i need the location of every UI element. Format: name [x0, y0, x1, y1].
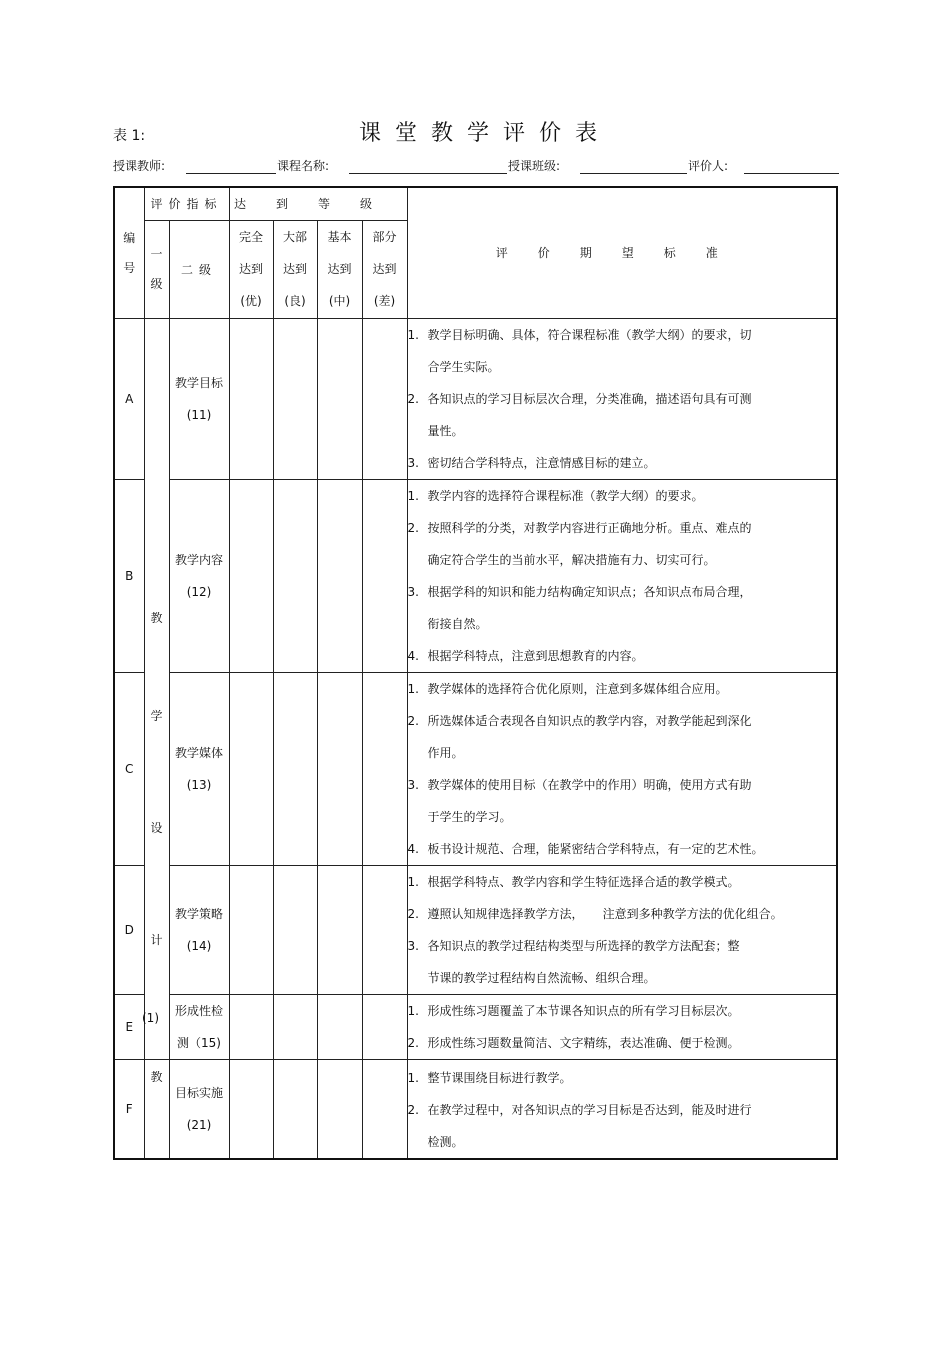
table-row: [114, 994, 837, 1059]
criteria-cell: [407, 865, 837, 994]
grade-good-line1: 大部: [283, 230, 308, 244]
grade-good-header: [273, 220, 317, 318]
grade-excellent-line2: 达到: [239, 262, 264, 276]
grade-cell[interactable]: [362, 479, 407, 672]
grade-good-line3: (良): [284, 294, 306, 308]
grade-cell[interactable]: [362, 1059, 407, 1159]
criteria-number: 1.: [407, 488, 419, 503]
level1-char: 教: [150, 1069, 163, 1084]
grade-cell[interactable]: [362, 994, 407, 1059]
criteria-item: [408, 640, 837, 672]
level2-header: 二级: [169, 220, 229, 318]
grade-cell[interactable]: [317, 994, 362, 1059]
grade-cell[interactable]: [229, 318, 273, 479]
criteria-item-continued: [408, 544, 837, 576]
criteria-item: [408, 319, 837, 351]
criteria-text: 按照科学的分类，对教学内容进行正确地分析。重点、难点的: [427, 520, 752, 535]
criteria-cell: [407, 318, 837, 479]
criteria-cell: [407, 994, 837, 1059]
grade-poor-line1: 部分: [372, 230, 397, 244]
grade-cell[interactable]: [229, 479, 273, 672]
criteria-text: 整节课围绕目标进行教学。: [427, 1070, 572, 1085]
table-row: [114, 672, 837, 865]
grade-fair-header: [317, 220, 362, 318]
criteria-text: 确定符合学生的当前水平，解决措施有力、切实可行。: [427, 552, 716, 567]
grade-poor-line2: 达到: [372, 262, 397, 276]
criteria-number: 2.: [407, 520, 419, 535]
criteria-number: 3.: [407, 938, 419, 953]
indicator-name-line1: 教学策略: [175, 906, 224, 921]
criteria-text: 板书设计规范、合理，能紧密结合学科特点，有一定的艺术性。: [427, 841, 764, 856]
grade-cell[interactable]: [273, 479, 317, 672]
criteria-text: 教学媒体的使用目标（在教学中的作用）明确，使用方式有助: [427, 777, 752, 792]
criteria-item: [408, 833, 837, 865]
criteria-number: 3.: [407, 584, 419, 599]
grade-good-line2: 达到: [283, 262, 308, 276]
teacher-label: 授课教师:: [113, 159, 166, 173]
table-row: [114, 865, 837, 994]
level1-header: [144, 220, 169, 318]
grade-cell[interactable]: [229, 994, 273, 1059]
criteria-item-continued: [408, 415, 837, 447]
evaluator-label: 评价人:: [688, 159, 729, 173]
criteria-text: 形成性练习题覆盖了本节课各知识点的所有学习目标层次。: [427, 1003, 740, 1018]
class-label: 授课班级:: [508, 159, 561, 173]
course-label: 课程名称:: [277, 159, 330, 173]
criteria-text: 根据学科的知识和能力结构确定知识点；各知识点布局合理，: [427, 584, 752, 599]
criteria-number: 1.: [407, 681, 419, 696]
grade-cell[interactable]: [273, 318, 317, 479]
level1-char: 设: [150, 820, 163, 835]
criteria-text: 于学生的学习。: [427, 809, 512, 824]
row-id: A: [114, 318, 144, 479]
criteria-item: [408, 930, 837, 962]
criteria-number: 1.: [407, 1003, 419, 1018]
level1-char: 教: [150, 610, 163, 625]
criteria-text: 节课的教学过程结构自然流畅、组织合理。: [427, 970, 656, 985]
criteria-text: 各知识点的教学过程结构类型与所选择的教学方法配套；整: [427, 938, 740, 953]
indicator-name-line2: (21): [186, 1117, 212, 1132]
number-header-char-2: 号: [123, 260, 136, 275]
table-label: 表 1:: [113, 128, 146, 144]
criteria-number: 2.: [407, 391, 419, 406]
criteria-item: [408, 512, 837, 544]
criteria-number: 1.: [407, 1070, 419, 1085]
criteria-number: 3.: [407, 455, 419, 470]
grade-cell[interactable]: [362, 865, 407, 994]
grade-cell[interactable]: [317, 479, 362, 672]
grade-cell[interactable]: [229, 672, 273, 865]
criteria-number: 4.: [407, 648, 419, 663]
grade-cell[interactable]: [273, 994, 317, 1059]
criteria-text: 根据学科特点，注意到思想教育的内容。: [427, 648, 644, 663]
grade-poor-line3: (差): [373, 294, 396, 308]
table-row: [114, 318, 837, 479]
grade-excellent-line3: (优): [240, 294, 262, 308]
criteria-text: 合学生实际。: [427, 359, 500, 374]
criteria-text: 衔接自然。: [427, 616, 488, 631]
criteria-number: 1.: [407, 327, 419, 342]
grade-cell[interactable]: [229, 865, 273, 994]
indicator-name-line1: 教学媒体: [175, 745, 224, 760]
info-line: [113, 157, 839, 177]
indicator-name: [169, 994, 229, 1059]
indicator-name-line2: (14): [186, 938, 212, 953]
teacher-field[interactable]: [186, 173, 276, 174]
evaluation-table: [113, 186, 838, 1160]
indicator-name: [169, 672, 229, 865]
criteria-number: 2.: [407, 713, 419, 728]
criteria-item-continued: [408, 1126, 837, 1158]
grade-fair-line2: 达到: [327, 262, 352, 276]
criteria-number: 2.: [407, 1102, 419, 1117]
criteria-item: [408, 995, 837, 1027]
grade-cell[interactable]: [317, 318, 362, 479]
indicator-name: [169, 1059, 229, 1159]
grade-cell[interactable]: [317, 672, 362, 865]
criteria-text: 形成性练习题数量简洁、文字精练，表达准确、便于检测。: [427, 1035, 740, 1050]
criteria-text: 教学内容的选择符合课程标准（教学大纲）的要求。: [427, 488, 704, 503]
criteria-number: 2.: [407, 1035, 419, 1050]
indicator-name-line2: (11): [186, 407, 212, 422]
grade-cell[interactable]: [273, 672, 317, 865]
level1-char: 学: [150, 708, 163, 723]
level1-cell-design: [144, 318, 169, 1059]
indicator-name-line1: 目标实施: [175, 1085, 224, 1100]
indicator-name-line2: 测（15): [177, 1035, 221, 1050]
grade-cell[interactable]: [273, 1059, 317, 1159]
grade-cell[interactable]: [362, 672, 407, 865]
indicator-header: 评价指标: [144, 187, 229, 220]
class-field[interactable]: [580, 173, 687, 174]
criteria-text: 根据学科特点、教学内容和学生特征选择合适的教学模式。: [427, 874, 740, 889]
criteria-text: 各知识点的学习目标层次合理，分类准确，描述语句具有可测: [427, 391, 752, 406]
criteria-item-continued: [408, 801, 837, 833]
grade-cell[interactable]: [229, 1059, 273, 1159]
criteria-item: [408, 673, 837, 705]
criteria-text: 密切结合学科特点，注意情感目标的建立。: [427, 455, 656, 470]
criteria-number: 1.: [407, 874, 419, 889]
criteria-item: [408, 705, 837, 737]
grade-excellent-line1: 完全: [239, 230, 264, 244]
indicator-name-line1: 形成性检: [175, 1003, 224, 1018]
criteria-item: [408, 769, 837, 801]
criteria-item: [408, 898, 837, 930]
criteria-text: 遵照认知规律选择教学方法， 注意到多种教学方法的优化组合。: [427, 906, 783, 921]
grade-fair-line1: 基本: [327, 230, 352, 244]
document-title: 课堂教学评价表: [358, 121, 611, 146]
criteria-text: 作用。: [427, 745, 464, 760]
row-id: D: [114, 865, 144, 994]
indicator-name-line1: 教学内容: [175, 552, 224, 567]
level1-cell-implementation: [144, 1059, 169, 1159]
criteria-item: [408, 1094, 837, 1126]
criteria-item-continued: [408, 737, 837, 769]
indicator-name-line2: (12): [186, 584, 212, 599]
level1-char: (1): [142, 1010, 159, 1025]
criteria-cell: [407, 672, 837, 865]
criteria-text: 教学目标明确、具体，符合课程标准（教学大纲）的要求，切: [427, 327, 752, 342]
criteria-text: 所选媒体适合表现各自知识点的教学内容，对教学能起到深化: [427, 713, 752, 728]
criteria-header: 评价期望标准: [407, 187, 837, 318]
indicator-name-line1: 教学目标: [175, 375, 224, 390]
criteria-text: 检测。: [427, 1134, 464, 1149]
grade-cell[interactable]: [362, 318, 407, 479]
criteria-text: 在教学过程中，对各知识点的学习目标是否达到，能及时进行: [427, 1102, 752, 1117]
criteria-cell: [407, 1059, 837, 1159]
row-id: B: [114, 479, 144, 672]
level1-char: 计: [150, 932, 163, 947]
course-field[interactable]: [349, 173, 507, 174]
criteria-item-continued: [408, 962, 837, 994]
number-header: [114, 187, 144, 318]
criteria-item: [408, 480, 837, 512]
criteria-text: 量性。: [427, 423, 464, 438]
number-header-char-1: 编: [123, 230, 136, 245]
criteria-number: 4.: [407, 841, 419, 856]
indicator-name-line2: (13): [186, 777, 212, 792]
grade-poor-header: [362, 220, 407, 318]
criteria-text: 教学媒体的选择符合优化原则，注意到多媒体组合应用。: [427, 681, 728, 696]
criteria-item: [408, 1027, 837, 1059]
table-row: [114, 479, 837, 672]
criteria-number: 2.: [407, 906, 419, 921]
criteria-cell: [407, 479, 837, 672]
row-id: C: [114, 672, 144, 865]
criteria-item-continued: [408, 351, 837, 383]
row-id: E: [114, 994, 144, 1059]
grade-cell[interactable]: [317, 1059, 362, 1159]
criteria-item: [408, 1062, 837, 1094]
criteria-item-continued: [408, 608, 837, 640]
criteria-item: [408, 866, 837, 898]
criteria-item: [408, 576, 837, 608]
criteria-item: [408, 447, 837, 479]
criteria-number: 3.: [407, 777, 419, 792]
grade-cell[interactable]: [317, 865, 362, 994]
grade-cell[interactable]: [273, 865, 317, 994]
indicator-name: [169, 865, 229, 994]
grade-fair-line3: (中): [328, 294, 351, 308]
row-id: F: [114, 1059, 144, 1159]
grade-header: 达到等级: [229, 187, 407, 220]
grade-excellent-header: [229, 220, 273, 318]
level1-header-char-2: 级: [150, 277, 163, 291]
indicator-name: [169, 318, 229, 479]
level1-header-char-1: 一: [150, 247, 163, 261]
evaluator-field[interactable]: [744, 173, 839, 174]
table-row: [114, 1059, 837, 1159]
criteria-item: [408, 383, 837, 415]
indicator-name: [169, 479, 229, 672]
